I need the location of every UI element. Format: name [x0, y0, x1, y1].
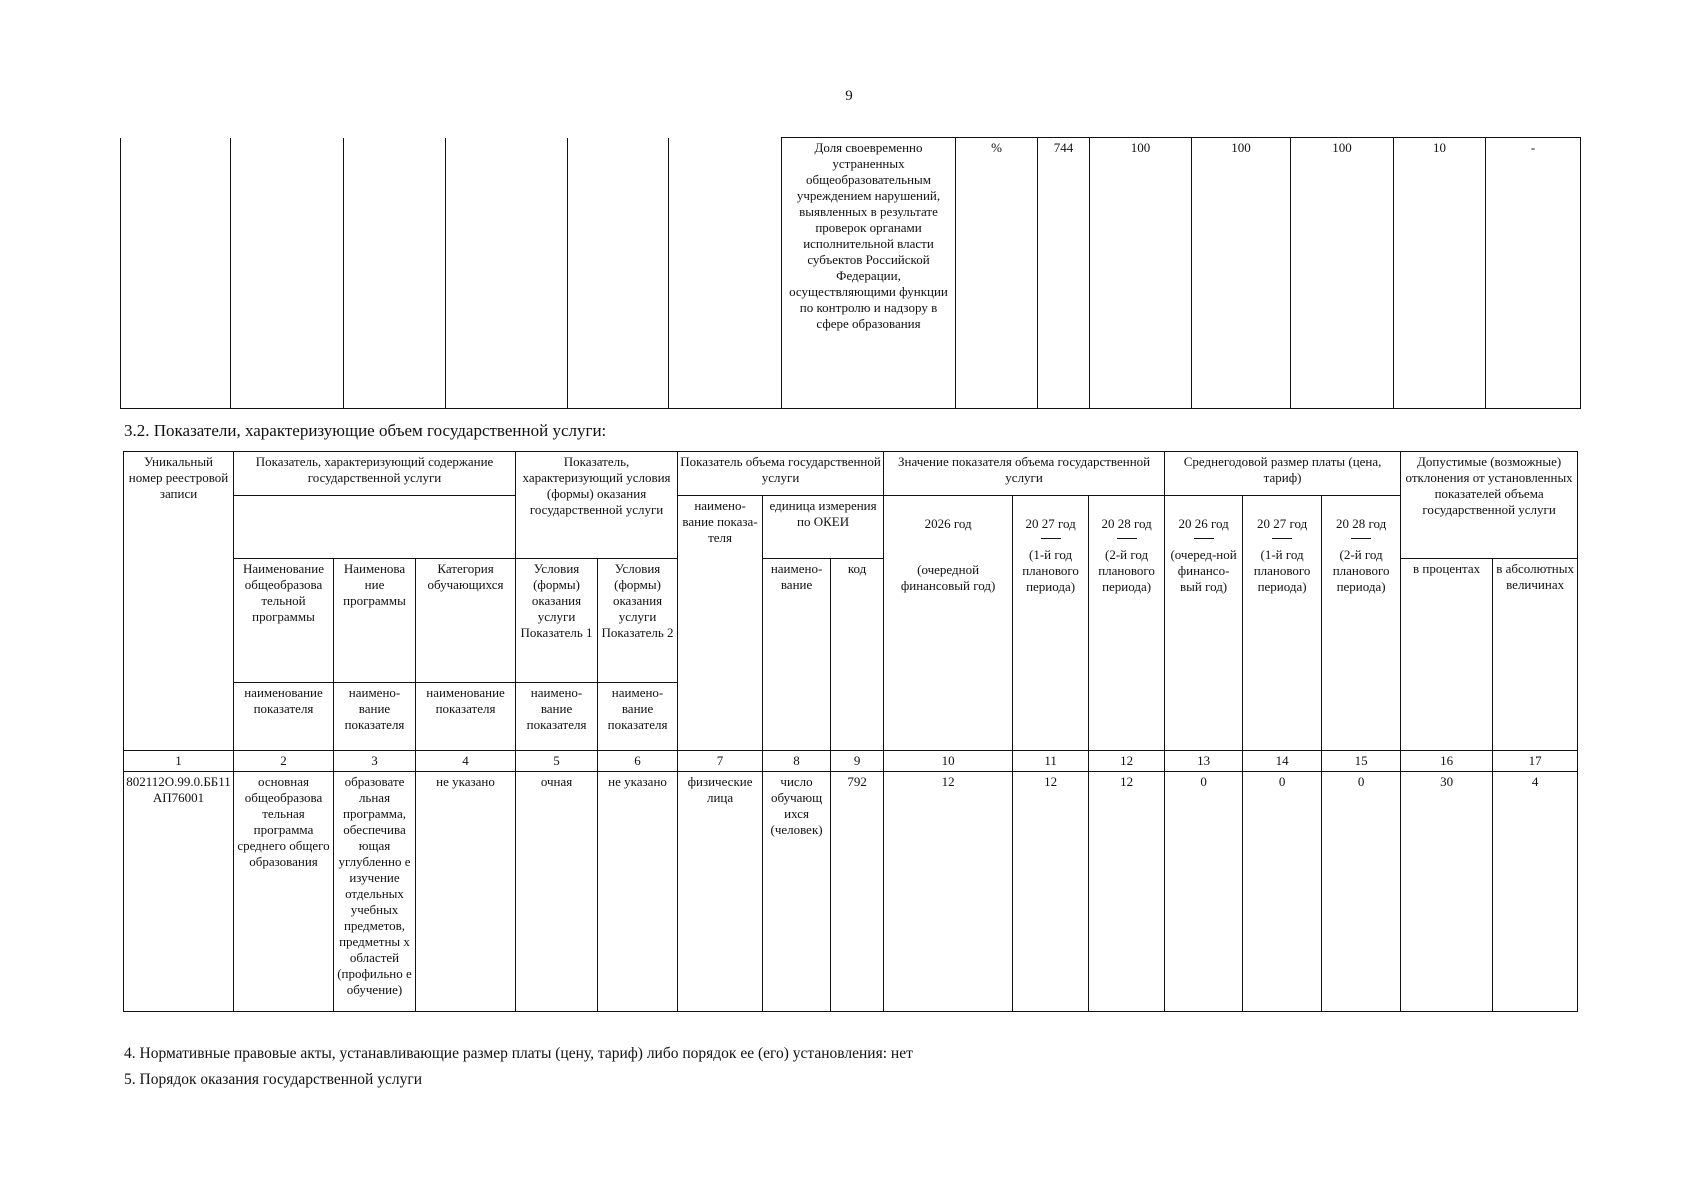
- value-2028-cell: 100: [1291, 138, 1394, 409]
- indicator-cell: физические лица: [678, 772, 763, 1012]
- program-cell: образовате льная программа, обеспечива ющая углубленно е изучение отдельных учебных предметов, предметны х областей (профильно е обучение): [334, 772, 416, 1012]
- header-volume-value: Значение показателя объема государственной услуги: [884, 452, 1165, 496]
- column-number: 5: [516, 751, 598, 772]
- column-number: 12: [1089, 751, 1165, 772]
- header-condition-2: Условия (формы) оказания услуги Показатель 2: [598, 559, 678, 683]
- underline: [1272, 538, 1292, 539]
- empty-cell: [121, 138, 231, 409]
- empty-cell: [669, 138, 782, 409]
- footer-item-5: 5. Порядок оказания государственной услуги: [124, 1071, 422, 1088]
- year-label: 20 28 год: [1335, 516, 1387, 531]
- unit-code-cell: 792: [831, 772, 884, 1012]
- header-deviation-percent: в процентах: [1401, 559, 1493, 751]
- table-row: [121, 138, 1581, 409]
- category-cell: не указано: [416, 772, 516, 1012]
- condition-2-cell: не указано: [598, 772, 678, 1012]
- deviation-abs-cell: 4: [1493, 772, 1578, 1012]
- header-deviation-abs: в абсолютных величинах: [1493, 559, 1578, 751]
- column-number: 17: [1493, 751, 1578, 772]
- period-label: (1-й год планового периода): [1022, 547, 1079, 594]
- empty-cell: [344, 138, 446, 409]
- fee-2026-cell: 0: [1165, 772, 1243, 1012]
- period-label: (очеред-ной финансо-вый год): [1170, 547, 1237, 594]
- header-year-2026: [884, 496, 1013, 751]
- header-unit-code: код: [831, 559, 884, 751]
- header-unique-number: Уникальный номер реестровой записи: [124, 452, 234, 751]
- column-number: 7: [678, 751, 763, 772]
- header-program: Наименова ние программы: [334, 559, 416, 683]
- header-unit-okei: единица измерения по ОКЕИ: [763, 496, 884, 559]
- header-deviations: Допустимые (возможные) отклонения от установленных показателей объема государственной услуги: [1401, 452, 1578, 559]
- volume-indicator-table: [123, 451, 1578, 1012]
- column-number: 8: [763, 751, 831, 772]
- header-condition-1: Условия (формы) оказания услуги Показатель 1: [516, 559, 598, 683]
- column-number: 2: [234, 751, 334, 772]
- program-name-cell: основная общеобразова тельная программа среднего общего образования: [234, 772, 334, 1012]
- unit-name-cell: число обучающ ихся (человек): [763, 772, 831, 1012]
- column-number: 11: [1013, 751, 1089, 772]
- header-content-indicator: Показатель, характеризующий содержание государственной услуги: [234, 452, 516, 496]
- quality-indicator-continuation-table: [120, 137, 1581, 409]
- header-fee-2027: [1243, 496, 1322, 751]
- deviation-percent-cell: 10: [1394, 138, 1486, 409]
- registry-number-cell: 802112О.99.0.ББ11АП76001: [124, 772, 234, 1012]
- column-number-row: [124, 751, 1578, 772]
- column-number: 3: [334, 751, 416, 772]
- header-indicator-name-3: наимено-вание показателя: [334, 683, 416, 751]
- header-volume-indicator: Показатель объема государственной услуги: [678, 452, 884, 496]
- column-number: 4: [416, 751, 516, 772]
- header-condition-indicator: Показатель, характеризующий условия (формы) оказания государственной услуги: [516, 452, 678, 559]
- indicator-name-cell: Доля своевременно устраненных общеобразовательным учреждением нарушений, выявленных в результате проверок органами исполнительной власти субъектов Российской Федерации, осуществляющими функции по контролю и надзору в сфере образования: [782, 138, 956, 409]
- header-program-name: Наименование общеобразова тельной программы: [234, 559, 334, 683]
- column-number: 9: [831, 751, 884, 772]
- underline: [1194, 538, 1214, 539]
- empty-cell: [231, 138, 344, 409]
- value-2027-cell: 12: [1013, 772, 1089, 1012]
- header-indicator-name-5: наимено-вание показателя: [516, 683, 598, 751]
- header-indicator-name-6: наимено-вание показателя: [598, 683, 678, 751]
- column-number: 1: [124, 751, 234, 772]
- underline: [1117, 538, 1137, 539]
- value-2027-cell: 100: [1192, 138, 1291, 409]
- header-indicator-name-4: наименование показателя: [416, 683, 516, 751]
- fee-2028-cell: 0: [1322, 772, 1401, 1012]
- header-content-blank: [234, 496, 516, 559]
- underline: [1041, 538, 1061, 539]
- column-number: 10: [884, 751, 1013, 772]
- deviation-abs-cell: -: [1486, 138, 1581, 409]
- header-year-2028: [1089, 496, 1165, 751]
- header-year-2027: [1013, 496, 1089, 751]
- section-title: 3.2. Показатели, характеризующие объем государственной услуги:: [124, 421, 607, 440]
- okei-code-cell: 744: [1038, 138, 1090, 409]
- year-label: 2026 год: [924, 516, 972, 531]
- column-number: 6: [598, 751, 678, 772]
- empty-cell: [568, 138, 669, 409]
- period-label: (очередной финансовый год): [900, 562, 996, 593]
- column-number: 16: [1401, 751, 1493, 772]
- condition-1-cell: очная: [516, 772, 598, 1012]
- column-number: 14: [1243, 751, 1322, 772]
- footer-item-4: 4. Нормативные правовые акты, устанавливающие размер платы (цену, тариф) либо порядок ее (его) установления: нет: [124, 1045, 913, 1062]
- header-indicator-name: наимено-вание показа-теля: [678, 496, 763, 751]
- fee-2027-cell: 0: [1243, 772, 1322, 1012]
- header-row-2: [124, 496, 1578, 559]
- year-label: 20 27 год: [1256, 516, 1308, 531]
- value-2028-cell: 12: [1089, 772, 1165, 1012]
- year-label: 20 26 год: [1178, 516, 1229, 531]
- value-2026-cell: 100: [1090, 138, 1192, 409]
- column-number: 13: [1165, 751, 1243, 772]
- page-number: 9: [845, 88, 853, 104]
- year-label: 20 27 год: [1025, 516, 1076, 531]
- period-label: (2-й год планового периода): [1332, 547, 1390, 594]
- deviation-percent-cell: 30: [1401, 772, 1493, 1012]
- empty-cell: [446, 138, 568, 409]
- header-row-1: [124, 452, 1578, 496]
- unit-cell: %: [956, 138, 1038, 409]
- header-fee-2028: [1322, 496, 1401, 751]
- value-2026-cell: 12: [884, 772, 1013, 1012]
- period-label: (2-й год планового периода): [1098, 547, 1155, 594]
- header-unit-name: наимено-вание: [763, 559, 831, 751]
- header-average-fee: Среднегодовой размер платы (цена, тариф): [1165, 452, 1401, 496]
- header-fee-2026: [1165, 496, 1243, 751]
- column-number: 15: [1322, 751, 1401, 772]
- header-indicator-name-2: наименование показателя: [234, 683, 334, 751]
- header-category: Категория обучающихся: [416, 559, 516, 683]
- period-label: (1-й год планового периода): [1253, 547, 1311, 594]
- underline: [1351, 538, 1371, 539]
- table-row: [124, 772, 1578, 1012]
- year-label: 20 28 год: [1101, 516, 1152, 531]
